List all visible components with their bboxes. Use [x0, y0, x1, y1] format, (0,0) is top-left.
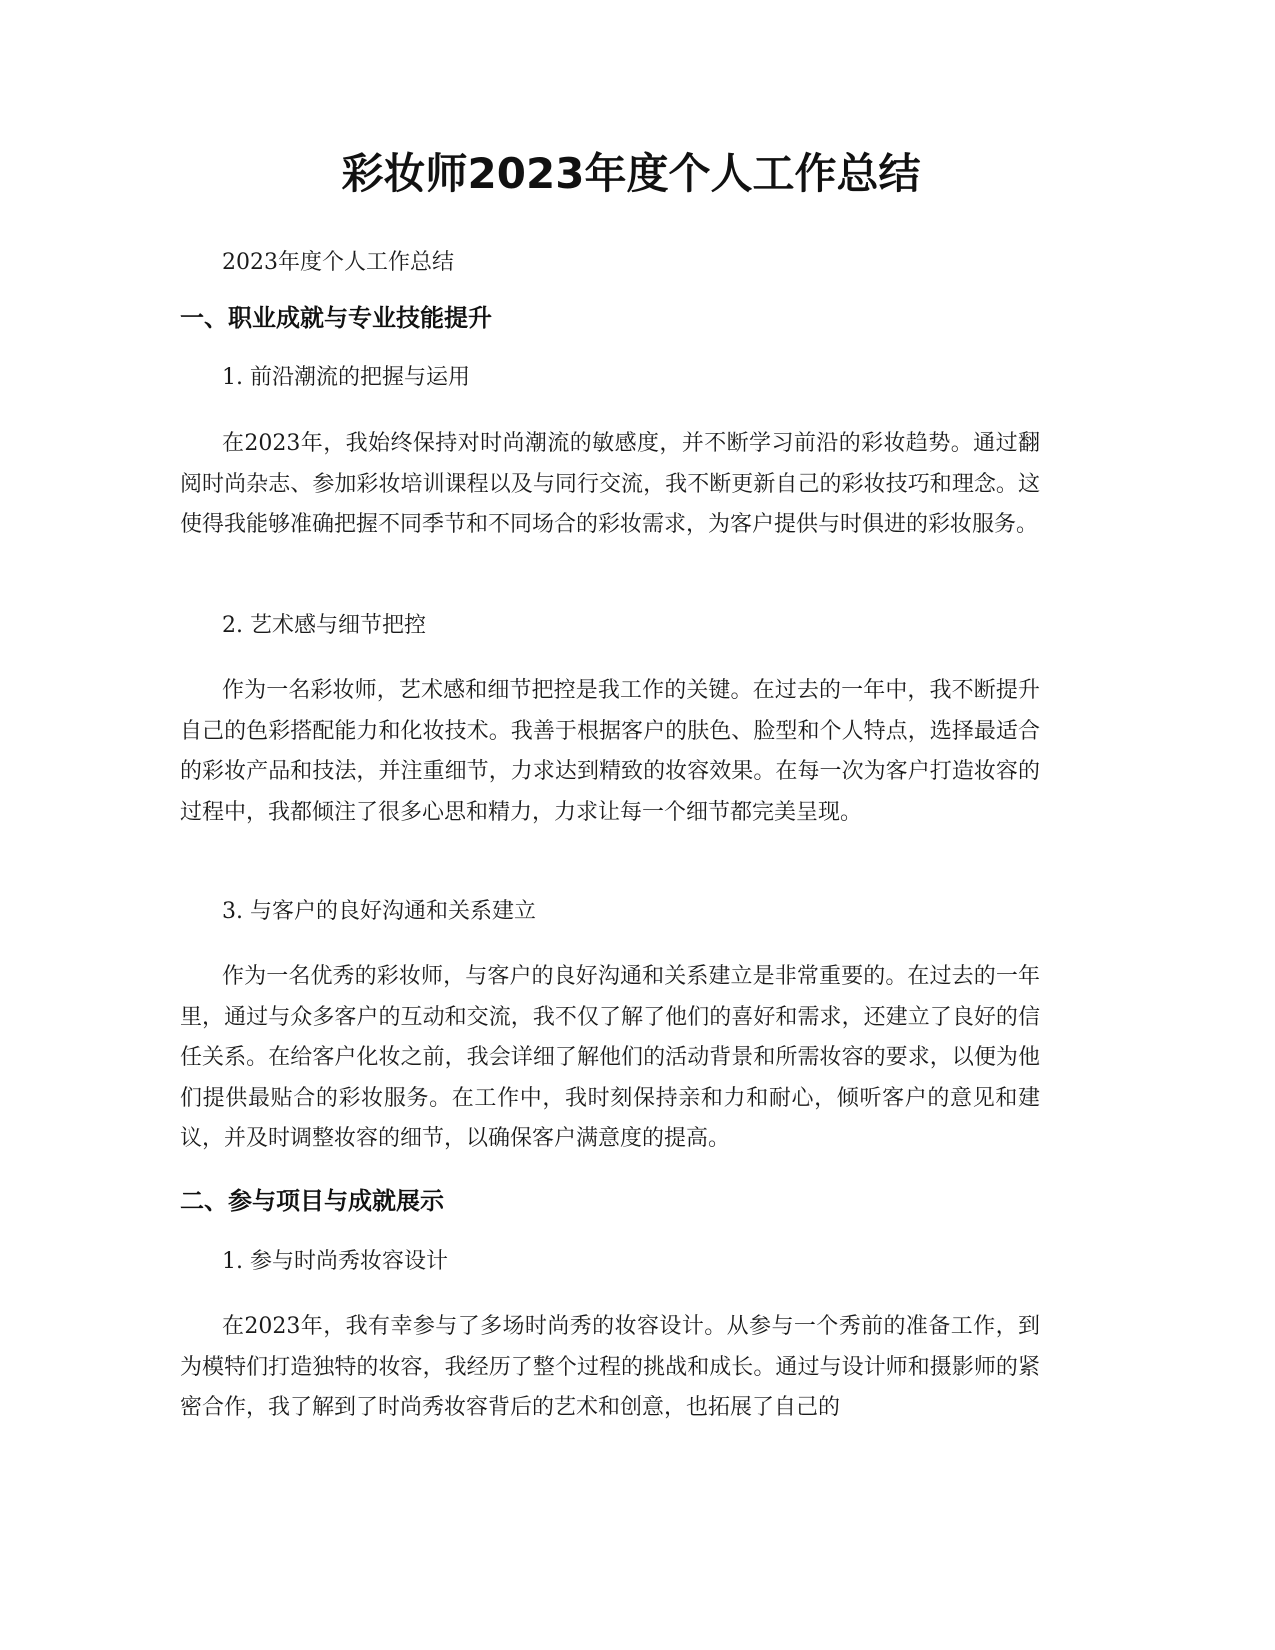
paragraph-1-2: 作为一名彩妆师，艺术感和细节把控是我工作的关键。在过去的一年中，我不断提升自己的色彩搭配能力和化妆技术。我善于根据客户的肤色、脸型和个人特点，选择最适合的彩妆产品和技法，并注重细节，力求达到精致的妆容效果。在每一次为客户打造妆容的过程中，我都倾注了很多心思和精力，力求让每一个细节都完美呈现。: [180, 678, 1040, 825]
subsection-heading-2-1: 1. 参与时尚秀妆容设计: [222, 1249, 448, 1274]
document-subtitle: 2023年度个人工作总结: [222, 250, 454, 275]
section-heading-2: 二、参与项目与成就展示: [180, 1187, 444, 1215]
paragraph-2-1: 在2023年，我有幸参与了多场时尚秀的妆容设计。从参与一个秀前的准备工作，到为模特们打造独特的妆容，我经历了整个过程的挑战和成长。通过与设计师和摄影师的紧密合作，我了解到了时尚秀妆容背后的艺术和创意，也拓展了自己的: [180, 1314, 1040, 1420]
paragraph-1-3: 作为一名优秀的彩妆师，与客户的良好沟通和关系建立是非常重要的。在过去的一年里，通过与众多客户的互动和交流，我不仅了解了他们的喜好和需求，还建立了良好的信任关系。在给客户化妆之前，我会详细了解他们的活动背景和所需妆容的要求，以便为他们提供最贴合的彩妆服务。在工作中，我时刻保持亲和力和耐心，倾听客户的意见和建议，并及时调整妆容的细节，以确保客户满意度的提高。: [180, 964, 1040, 1151]
section-heading-1: 一、职业成就与专业技能提升: [180, 304, 492, 332]
document-title: 彩妆师2023年度个人工作总结: [341, 149, 921, 198]
paragraph-1-1: 在2023年，我始终保持对时尚潮流的敏感度，并不断学习前沿的彩妆趋势。通过翻阅时尚杂志、参加彩妆培训课程以及与同行交流，我不断更新自己的彩妆技巧和理念。这使得我能够准确把握不同季节和不同场合的彩妆需求，为客户提供与时俱进的彩妆服务。: [180, 431, 1040, 537]
subsection-heading-1-2: 2. 艺术感与细节把控: [222, 613, 426, 638]
subsection-heading-1-1: 1. 前沿潮流的把握与运用: [222, 365, 470, 390]
subsection-heading-1-3: 3. 与客户的良好沟通和关系建立: [222, 899, 536, 924]
